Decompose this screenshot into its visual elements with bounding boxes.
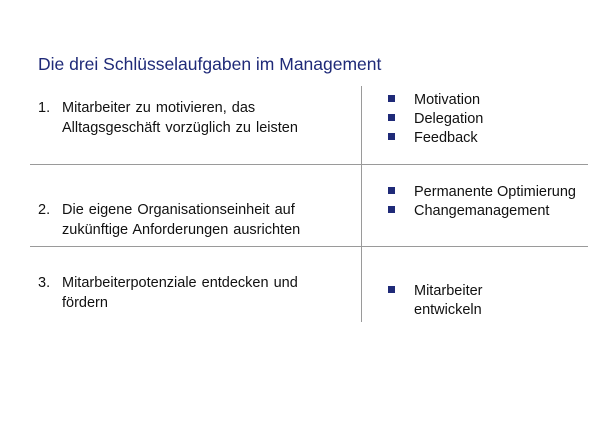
square-bullet-icon [388, 206, 395, 213]
list-item [388, 183, 576, 202]
table-rule-1 [30, 164, 588, 165]
square-bullet-icon [388, 286, 395, 293]
bullet-text: Feedback [414, 130, 478, 146]
list-item [388, 202, 576, 221]
task-3 [38, 273, 348, 313]
task-3-line1: Mitarbeiterpotenziale entdecken und [62, 275, 298, 291]
list-item [388, 282, 483, 301]
task-2-line1: Die eigene Organisationseinheit auf [62, 202, 295, 218]
task-1-line2: Alltagsgeschäft vorzüglich zu leisten [62, 120, 298, 136]
list-item [388, 301, 483, 320]
task-1-number: 1. [38, 100, 51, 116]
list-item [388, 91, 483, 110]
square-bullet-icon [388, 187, 395, 194]
list-item [388, 110, 483, 129]
task-3-number: 3. [38, 275, 51, 291]
task-2-number: 2. [38, 202, 51, 218]
task-2-line2: zukünftige Anforderungen ausrichten [62, 222, 301, 238]
task-2-bullets [388, 183, 576, 221]
task-3-bullets [388, 282, 483, 320]
task-1-line1: Mitarbeiter zu motivieren, das [62, 100, 256, 116]
bullet-text: Permanente Optimierung [414, 184, 576, 200]
square-bullet-icon [388, 114, 395, 121]
task-2 [38, 200, 348, 240]
bullet-text: Motivation [414, 92, 481, 108]
page-title: Die drei Schlüsselaufgaben im Management [38, 54, 382, 74]
list-item [388, 129, 483, 148]
bullet-text: Mitarbeiter [414, 283, 483, 299]
task-1 [38, 98, 348, 138]
task-1-bullets [388, 91, 483, 148]
task-3-line2: fördern [62, 295, 108, 311]
bullet-text: entwickeln [414, 302, 482, 318]
square-bullet-icon [388, 95, 395, 102]
bullet-text: Delegation [414, 111, 484, 127]
bullet-text: Changemanagement [414, 203, 550, 219]
square-bullet-icon [388, 133, 395, 140]
column-divider [361, 86, 362, 322]
table-rule-2 [30, 246, 588, 247]
